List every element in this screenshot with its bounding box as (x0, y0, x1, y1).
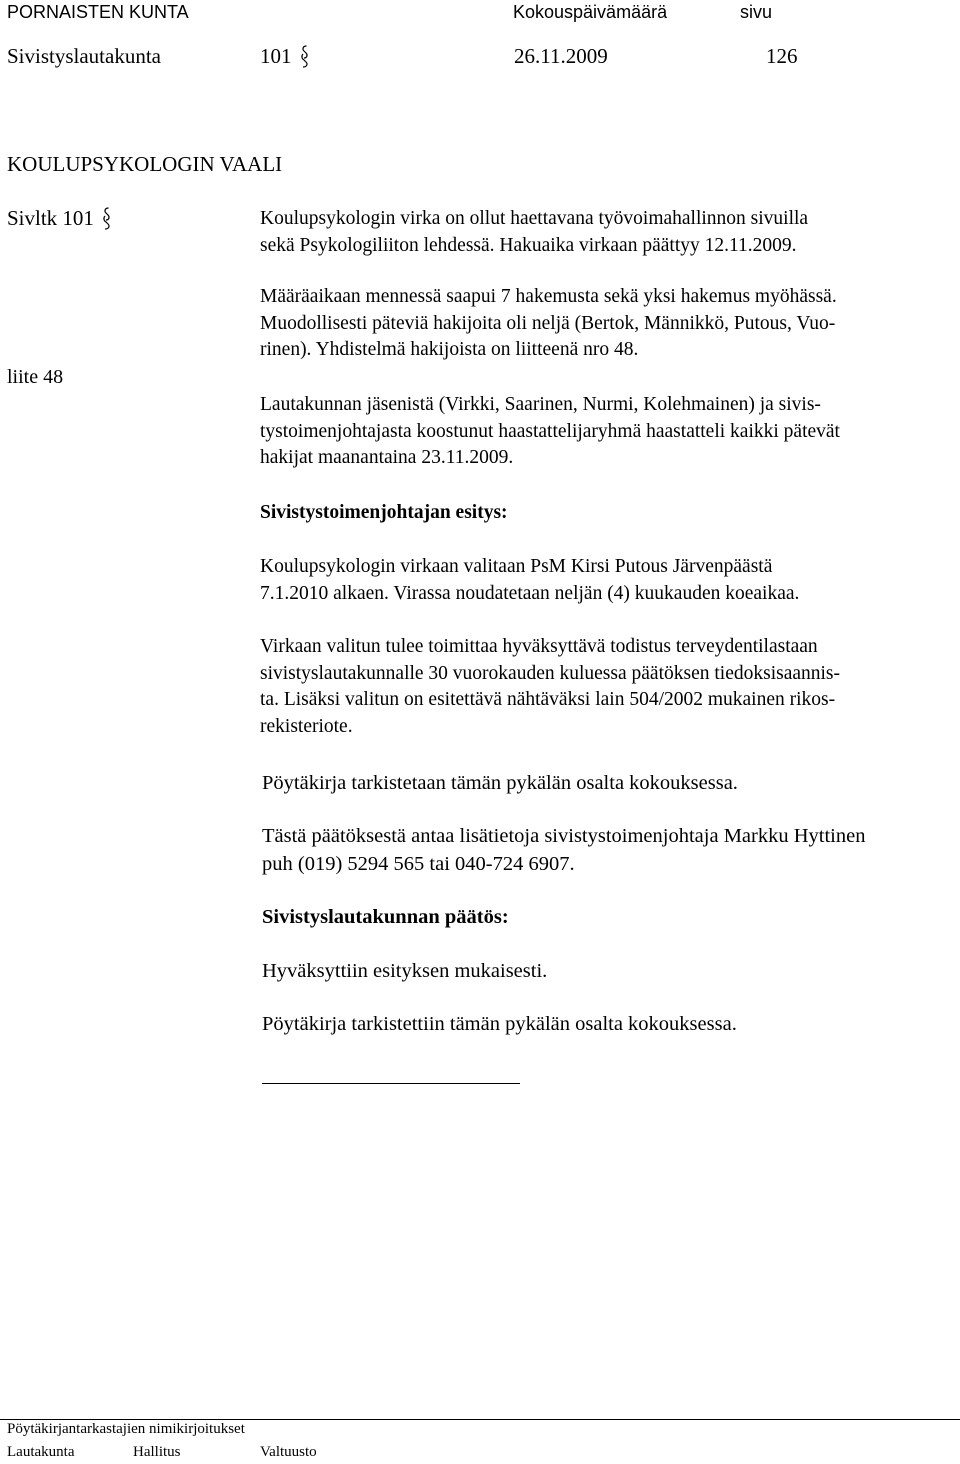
section-number-value: 101 (260, 44, 292, 68)
section-sign-icon (300, 44, 309, 68)
signature-line (262, 1083, 520, 1084)
section-title: KOULUPSYKOLOGIN VAALI (7, 152, 283, 176)
text-line: Muodollisesti päteviä hakijoita oli neljä (Bertok, Männikkö, Putous, Vuo- (260, 312, 836, 334)
paragraph-interviews (260, 392, 960, 472)
signatures-label: Pöytäkirjantarkastajien nimikirjoitukset (7, 1421, 245, 1437)
section-number (260, 44, 309, 69)
text-line: Pöytäkirja tarkistetaan tämän pykälän osalta kokouksessa. (262, 772, 738, 794)
footer-valtuusto: Valtuusto (260, 1444, 317, 1460)
text-line: ta. Lisäksi valitun on esitettävä nähtäväksi lain 504/2002 mukainen rikos- (260, 689, 836, 710)
org-name: PORNAISTEN KUNTA (7, 2, 189, 22)
margin-ref-text: Sivltk 101 (7, 206, 94, 230)
paragraph-minutes-check (262, 769, 960, 797)
date-label: Kokouspäivämäärä (513, 2, 668, 22)
text-line: puh (019) 5294 565 tai 040-724 6907. (262, 853, 575, 875)
text-line: Pöytäkirja tarkistettiin tämän pykälän osalta kokouksessa. (262, 1013, 737, 1035)
footer-hallitus: Hallitus (133, 1444, 181, 1460)
paragraph-proposal (260, 554, 960, 607)
footer-divider (0, 1419, 960, 1420)
proposal-heading (260, 500, 960, 527)
text-line: Lautakunnan jäsenistä (Virkki, Saarinen, Nurmi, Kolehmainen) ja sivis- (260, 394, 821, 415)
attachment-ref: liite 48 (7, 366, 64, 388)
meeting-date: 26.11.2009 (514, 44, 608, 68)
text-line: sivistyslautakunnalle 30 vuorokauden kuluessa päätöksen tiedoksisaannis- (260, 662, 841, 684)
text-line: Koulupsykologin virkaan valitaan PsM Kirsi Putous Järvenpäästä (260, 556, 773, 577)
paragraph-decision (262, 957, 960, 985)
page-number: 126 (766, 44, 798, 68)
text-line: 7.1.2010 alkaen. Virassa noudatetaan neljän (4) kuukauden koeaikaa. (260, 582, 800, 604)
text-line: rinen). Yhdistelmä hakijoista on liitteenä nro 48. (260, 339, 639, 360)
page-label: sivu (740, 2, 773, 22)
paragraph-contact (262, 822, 960, 878)
text-line: sekä Psykologiliiton lehdessä. Hakuaika virkaan päättyy 12.11.2009. (260, 234, 797, 256)
decision-heading (262, 903, 960, 931)
text-line: Virkaan valitun tulee toimittaa hyväksyttävä todistus terveydentilastaan (260, 636, 818, 657)
text-line: Tästä päätöksestä antaa lisätietoja sivistystoimenjohtaja Markku Hyttinen (262, 825, 866, 847)
text-line: Hyväksyttiin esityksen mukaisesti. (262, 960, 548, 982)
text-line: Määräaikaan mennessä saapui 7 hakemusta sekä yksi hakemus myöhässä. (260, 286, 837, 307)
section-sign-icon (102, 206, 111, 230)
text-line: Koulupsykologin virka on ollut haettavana työvoimahallinnon sivuilla (260, 208, 809, 229)
text-line: rekisteriote. (260, 715, 353, 737)
paragraph-vacancy (260, 206, 960, 259)
text-line: hakijat maanantaina 23.11.2009. (260, 447, 514, 468)
heading-text: Sivistyslautakunnan päätös: (262, 906, 509, 928)
body-name: Sivistyslautakunta (7, 44, 161, 68)
text-line: tystoimenjohtajasta koostunut haastattelijaryhmä haastatteli kaikki pätevät (260, 420, 840, 442)
heading-text: Sivistystoimenjohtajan esitys: (260, 502, 508, 523)
margin-ref (7, 206, 111, 231)
paragraph-health-certificate (260, 634, 960, 740)
paragraph-minutes-checked (262, 1010, 960, 1038)
paragraph-applications (260, 284, 960, 364)
footer-lautakunta: Lautakunta (7, 1444, 75, 1460)
